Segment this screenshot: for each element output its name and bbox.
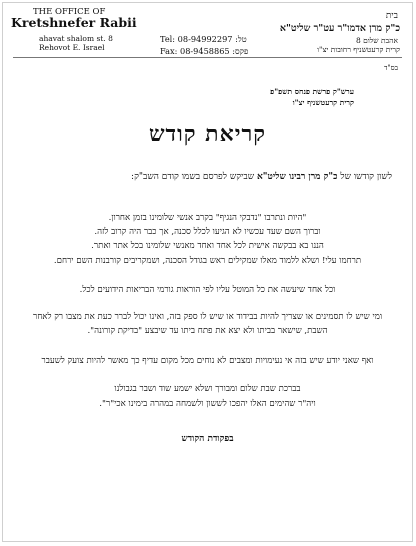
page-title: קריאת קודש: [148, 121, 267, 147]
paragraph-1: "היות ונתרבו "נדבקי הנגיף" בקרב אנשי שלומינו בזמן אחרון.: [108, 213, 307, 223]
intro-post: שביקש לפרסם בשמו קודם השב"ק:: [131, 172, 257, 182]
letterhead-tel: Tel: 08-94992297 :טל: [160, 34, 247, 44]
paragraph-5: וכל אחד שיעשה את כל המוטל עליו לפי הוראות גורמי הבריאות הידועים לכל.: [79, 285, 336, 295]
letterhead-address-line1: ahavat shalom st. 8: [39, 34, 113, 43]
letterhead-address-line2: Rehovot E. Israel: [39, 43, 105, 52]
paragraph-2: וברוך השם שעד עכשיו לא הגיעו לכלל סכנה, אך כבר היה קרוב לזה.: [94, 227, 321, 237]
paragraph-4: תרחמו עלי! ושלא ללמוד מאלו שמקילים ראש בגודל הסכנה, ושמקריבים קורבנות השם ירחם.: [53, 256, 362, 266]
date-line: ערש"ק פרשת פנחס תשפ"פ: [270, 87, 354, 96]
letterhead-beis: בית: [385, 11, 398, 21]
bsd-mark: בס"ד: [384, 64, 398, 72]
signature: בפקודת הקודש: [181, 434, 234, 444]
letterhead-street-hebrew: אהבת שלום 8: [356, 36, 398, 45]
letterhead-city-hebrew: קרית קרעטשניף רחובות יצ"ו: [317, 45, 400, 54]
intro-pre: לשון קודשו של: [337, 172, 392, 182]
letterhead-fax: Fax: 08-9458865 :פקס: [160, 46, 249, 56]
letterhead-divider: [13, 57, 402, 58]
letterhead-office: THE OFFICE OF: [33, 7, 106, 17]
paragraph-6: ומי שיש לו תסמינים או שצריך להיות בבידוד או שיש לו ספק בזה, ואינו יכול לברר כעת את מצבו רק לאחר השבת, שישאר בביתו ולא יצא את פתח ביתו עד שיבצע "בדיקת קורונה".: [32, 312, 383, 336]
location-line: קרית קרעטשניף יצ"ו: [292, 98, 354, 107]
document-page: [2, 2, 413, 542]
paragraph-8: בברכת שבת שלום ומבורך ושלא ישמע שוד ושבר בגבולנו: [114, 384, 301, 394]
paragraph-7: ואף שאני יודע שיש בזה אי נעימויות ומצבים לא נוחים מכל מקום עדיף כך מאשר להיות צועק לשעבר: [41, 356, 374, 366]
paragraph-3: הננו בא בבקשה אישית לכל אחד ואחד מאנשי שלומינו בכל אתר ואתר.: [91, 241, 324, 251]
paragraph-9: ויה"ר שהימים האלו יהפכו לששון ולשמחה במהרה בימינו אכי"ר".: [99, 399, 316, 409]
intro-rabbi-name: כ"ק מרן רבינו שליט"א: [256, 172, 338, 182]
letterhead-name: Kretshnefer Rabii: [11, 15, 137, 30]
intro-line: [131, 171, 392, 182]
letterhead-rabbi-hebrew: כ"ק מרן אדמו"ר עט"ר שליט"א: [279, 23, 400, 34]
